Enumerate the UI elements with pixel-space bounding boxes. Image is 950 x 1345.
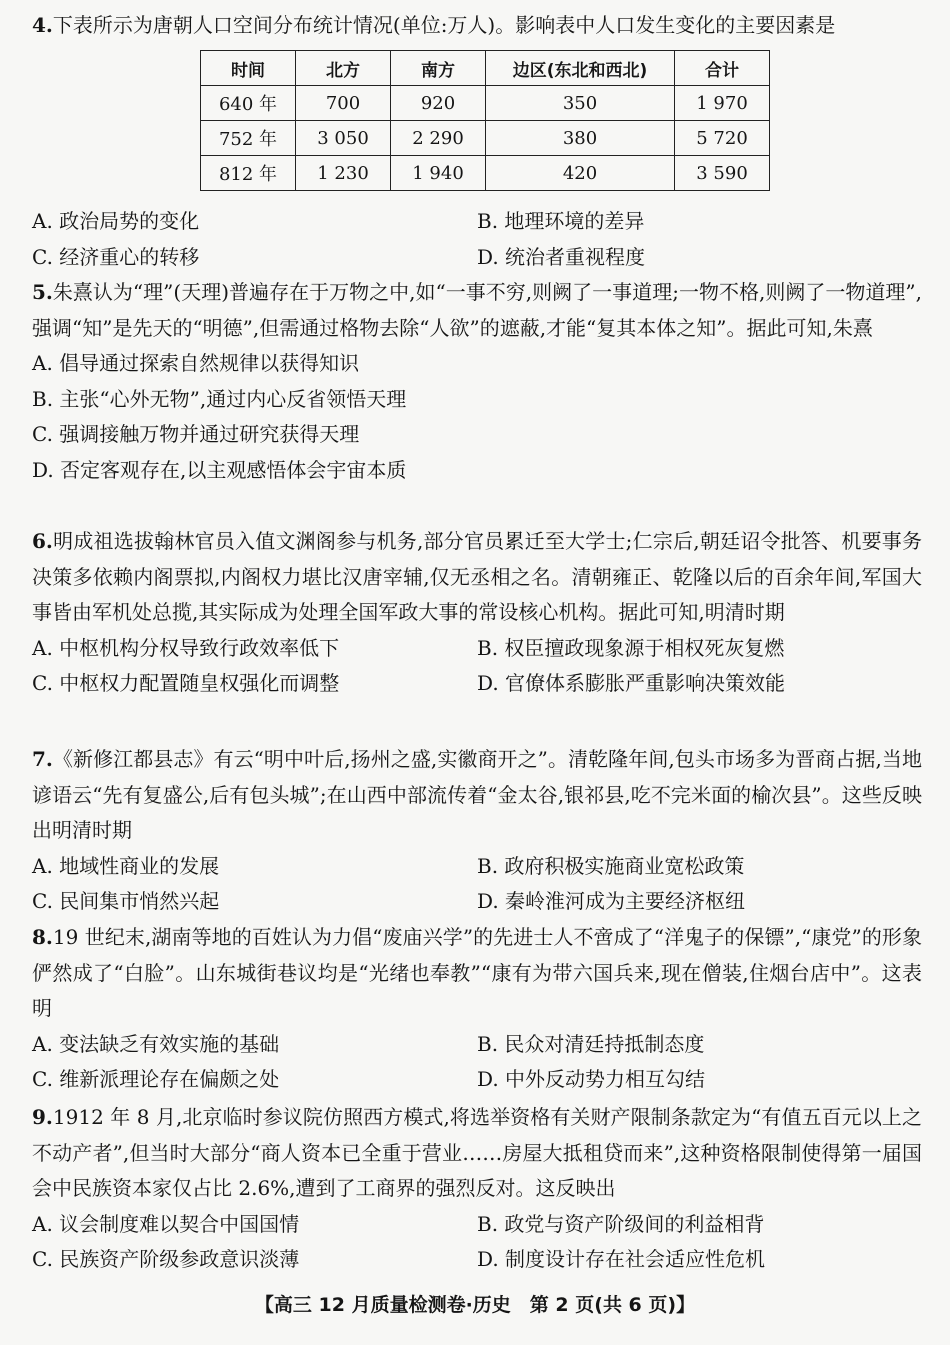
table-cell: 380 [486,121,675,156]
table-header-row [201,51,770,86]
option-c[interactable]: C. 维新派理论存在偏颇之处 [32,1067,280,1091]
option-b[interactable]: B. 民众对清廷持抵制态度 [477,1031,705,1056]
table-header-cell: 北方 [296,51,391,86]
option-b[interactable]: B. 政府积极实施商业宽松政策 [477,853,745,878]
table-cell: 5 720 [675,121,770,156]
question-7 [32,742,922,920]
table-row [201,86,770,121]
option-b[interactable]: B. 政党与资产阶级间的利益相背 [477,1211,765,1236]
question-4-options [32,204,922,275]
question-number: 9. [32,1105,53,1129]
option-c[interactable]: C. 民间集市悄然兴起 [32,889,220,913]
question-9 [32,1100,922,1278]
table-cell: 640 年 [201,86,296,121]
table-header-cell: 边区(东北和西北) [486,51,675,86]
table-cell: 420 [486,156,675,191]
question-number: 8. [32,925,53,949]
population-table [200,50,770,191]
option-d[interactable]: D. 中外反动势力相互勾结 [477,1067,706,1091]
option-b[interactable]: B. 主张“心外无物”,通过内心反省领悟天理 [32,386,407,411]
table-cell: 1 970 [675,86,770,121]
question-stem: 19 世纪末,湖南等地的百姓认为力倡“废庙兴学”的先进士人不啻成了“洋鬼子的保镖”,“康党”的形象俨然成了“白脸”。山东城街巷议均是“光绪也奉教”“康有为带六国兵来,现在僧装,住烟台店中”。这表明 [32,925,922,1020]
option-c[interactable]: C. 经济重心的转移 [32,244,200,269]
table-cell: 1 940 [391,156,486,191]
question-4 [32,8,922,44]
option-c[interactable]: C. 强调接触万物并通过研究获得天理 [32,422,360,446]
option-b[interactable]: B. 地理环境的差异 [477,209,645,233]
question-stem: 朱熹认为“理”(天理)普遍存在于万物之中,如“一事不穷,则阙了一事道理;一物不格,则阙了一物道理”,强调“知”是先天的“明德”,但需通过格物去除“人欲”的遮蔽,才能“复其本体之知”。据此可知,朱熹 [32,280,922,340]
option-d[interactable]: D. 官僚体系膨胀严重影响决策效能 [477,671,786,695]
question-stem: 1912 年 8 月,北京临时参议院仿照西方模式,将选举资格有关财产限制条款定为“有值五百元以上之不动产者”,但当时大部分“商人资本已全重于营业……房屋大抵租贷而来”,这种资格限制使得第一届国会中民族资本家仅占比 2.6%,遭到了工商界的强烈反对。这反映出 [32,1105,922,1200]
table-cell: 350 [486,86,675,121]
option-c[interactable]: C. 民族资产阶级参政意识淡薄 [32,1247,300,1271]
table-cell: 3 050 [296,121,391,156]
table-header-cell: 南方 [391,51,486,86]
table-cell: 812 年 [201,156,296,191]
option-d[interactable]: D. 否定客观存在,以主观感悟体会宇宙本质 [32,457,407,482]
option-b[interactable]: B. 权臣擅政现象源于相权死灰复燃 [477,635,785,660]
question-number: 4. [32,13,53,37]
table-cell: 3 590 [675,156,770,191]
question-stem: 明成祖选拔翰林官员入值文渊阁参与机务,部分官员累迁至大学士;仁宗后,朝廷诏令批答、机要事务决策多依赖内阁票拟,内阁权力堪比汉唐宰辅,仅无丞相之名。清朝雍正、乾隆以后的百余年间,军国大事皆由军机处总揽,其实际成为处理全国军政大事的常设核心机构。据此可知,明清时期 [32,529,922,624]
table-cell: 920 [391,86,486,121]
table-header-cell: 合计 [675,51,770,86]
question-6 [32,524,922,702]
option-a[interactable]: A. 倡导通过探索自然规律以获得知识 [32,351,360,375]
table-cell: 2 290 [391,121,486,156]
question-number: 7. [32,747,53,771]
option-a[interactable]: A. 地域性商业的发展 [32,853,220,878]
page-footer: 【高三 12 月质量检测卷·历史 第 2 页(共 6 页)】 [254,1294,696,1316]
table-cell: 700 [296,86,391,121]
option-d[interactable]: D. 秦岭淮河成为主要经济枢纽 [477,889,746,913]
question-number: 5. [32,280,53,304]
option-a[interactable]: A. 中枢机构分权导致行政效率低下 [32,635,340,660]
option-d[interactable]: D. 制度设计存在社会适应性危机 [477,1247,766,1271]
table-cell: 1 230 [296,156,391,191]
table-row [201,156,770,191]
question-stem: 下表所示为唐朝人口空间分布统计情况(单位:万人)。影响表中人口发生变化的主要因素是 [52,13,836,37]
option-d[interactable]: D. 统治者重视程度 [477,244,646,269]
option-a[interactable]: A. 议会制度难以契合中国国情 [32,1211,300,1236]
option-a[interactable]: A. 变法缺乏有效实施的基础 [32,1031,280,1056]
table-cell: 752 年 [201,121,296,156]
question-number: 6. [32,529,53,553]
table-header-cell: 时间 [201,51,296,86]
option-a[interactable]: A. 政治局势的变化 [32,209,200,233]
question-8 [32,920,922,1098]
table-row [201,121,770,156]
question-stem: 《新修江都县志》有云“明中叶后,扬州之盛,实徽商开之”。清乾隆年间,包头市场多为晋商占据,当地谚语云“先有复盛公,后有包头城”;在山西中部流传着“金太谷,银祁县,吃不完米面的榆次县”。这些反映出明清时期 [32,747,922,842]
option-c[interactable]: C. 中枢权力配置随皇权强化而调整 [32,671,340,695]
question-5 [32,275,922,488]
